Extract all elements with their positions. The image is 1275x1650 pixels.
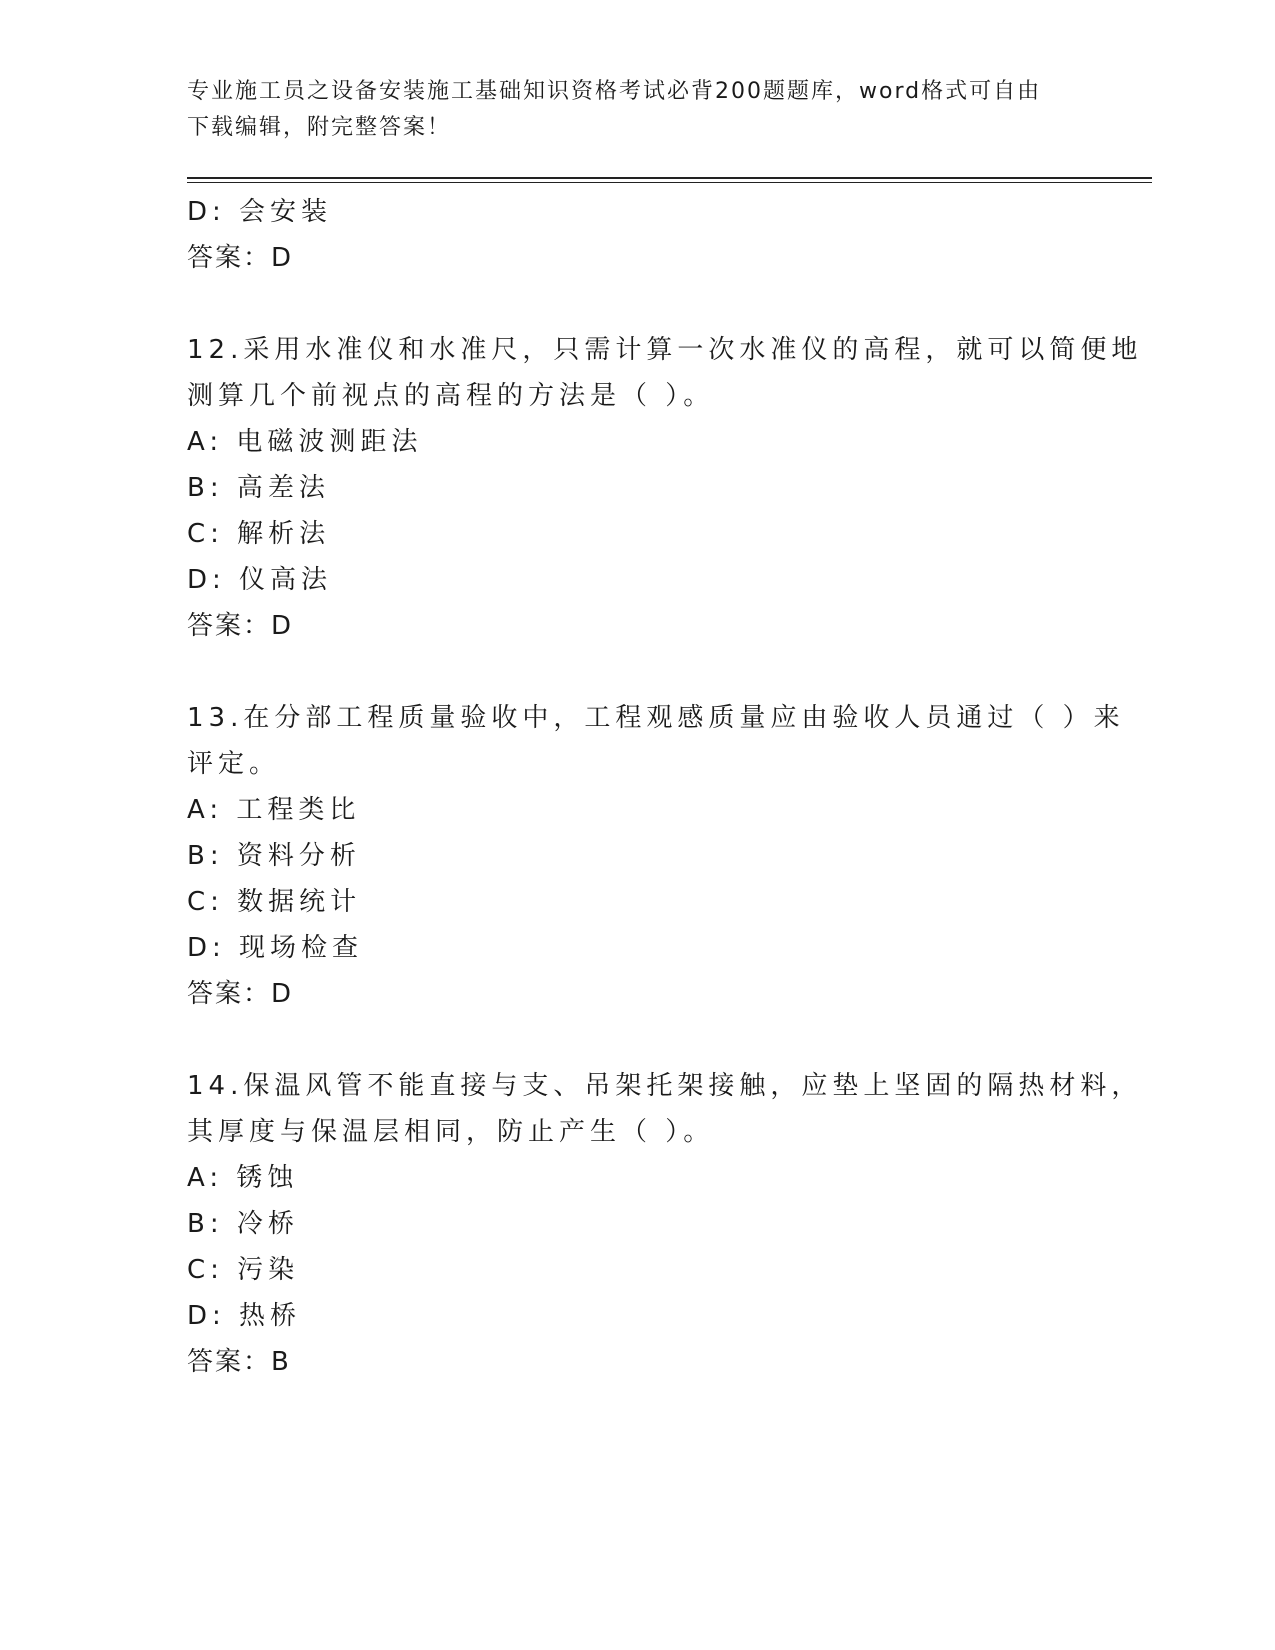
spacer <box>187 1017 1087 1063</box>
answer: 答案：D <box>187 979 294 1009</box>
option-d: D: 仪高法 <box>187 565 333 595</box>
question-14 <box>187 1063 1143 1385</box>
option-a: A: 电磁波测距法 <box>187 427 423 457</box>
spacer <box>187 649 1087 695</box>
answer: 答案：B <box>187 1347 291 1377</box>
option-d: D: 现场检查 <box>187 933 364 963</box>
question-list <box>187 189 1143 1385</box>
answer: 答案：D <box>187 611 294 641</box>
question-text-line-2: 其厚度与保温层相同，防止产生（ ）。 <box>187 1117 715 1147</box>
document-header <box>187 74 1067 146</box>
option-d: D: 热桥 <box>187 1301 302 1331</box>
option-b: B: 资料分析 <box>187 841 361 871</box>
option-a: A: 工程类比 <box>187 795 361 825</box>
header-line-1: 专业施工员之设备安装施工基础知识资格考试必背200题题库，word格式可自由 <box>187 79 1042 104</box>
option-b: B: 冷桥 <box>187 1209 299 1239</box>
option-c: C: 数据统计 <box>187 887 362 917</box>
question-13 <box>187 695 1125 1017</box>
prev-question-answer: 答案：D <box>187 243 294 273</box>
option-c: C: 解析法 <box>187 519 331 549</box>
option-b: B: 高差法 <box>187 473 330 503</box>
option-a: A: 锈蚀 <box>187 1163 299 1193</box>
option-c: C: 污染 <box>187 1255 300 1285</box>
question-text-line-2: 评定。 <box>187 749 281 779</box>
question-text-line-1: 12.采用水准仪和水准尺，只需计算一次水准仪的高程，就可以简便地 <box>187 335 1143 365</box>
question-text-line-2: 测算几个前视点的高程的方法是（ ）。 <box>187 381 715 411</box>
header-rule-thick <box>187 177 1152 179</box>
header-line-2: 下载编辑，附完整答案！ <box>187 115 452 140</box>
question-12 <box>187 327 1143 649</box>
header-rule-thin <box>187 182 1152 183</box>
prev-question-option-d: D: 会安装 <box>187 197 333 227</box>
question-text-line-1: 14.保温风管不能直接与支、吊架托架接触，应垫上坚固的隔热材料， <box>187 1071 1143 1101</box>
question-text-line-1: 13.在分部工程质量验收中，工程观感质量应由验收人员通过（ ）来 <box>187 703 1125 733</box>
spacer <box>187 281 1087 327</box>
